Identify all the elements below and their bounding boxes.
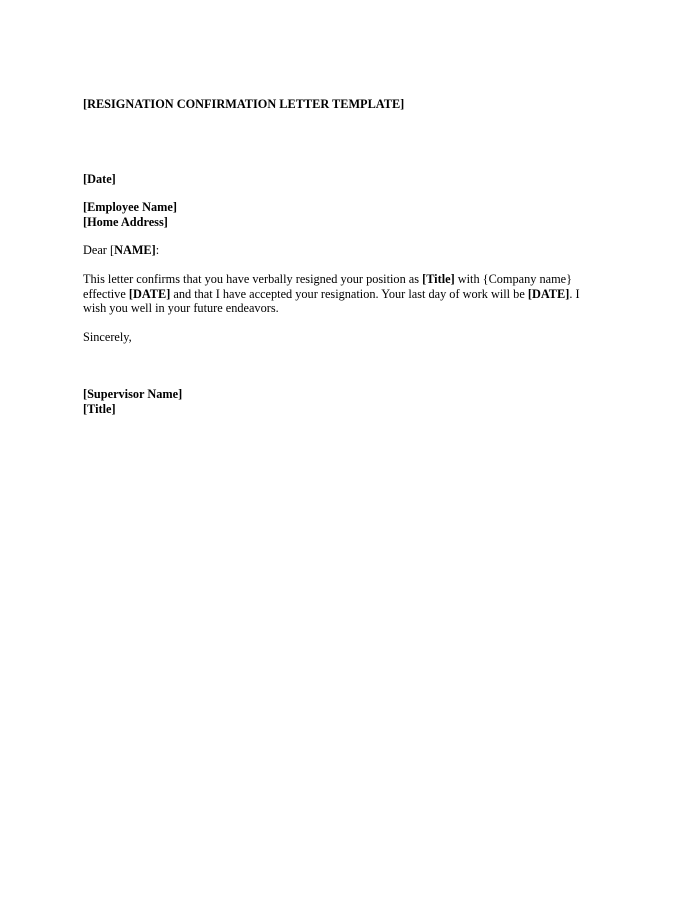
recipient-block [83,200,623,229]
last-day-placeholder: [DATE] [527,286,570,301]
body-line-1 [83,272,623,287]
closing: Sincerely, [83,329,132,344]
body-text: . I [569,286,580,301]
supervisor-title-placeholder: [Title] [83,401,116,416]
title-placeholder: [Title] [422,271,455,286]
home-address-placeholder: [Home Address] [83,214,168,229]
date-placeholder: [Date] [83,171,116,186]
effective-date-placeholder: [DATE] [128,286,171,301]
supervisor-name-placeholder: [Supervisor Name] [83,387,183,402]
signature-block [83,387,623,416]
salutation-name: NAME] [114,243,156,258]
salutation-prefix: Dear [ [83,243,115,258]
body-text: with {Company name} [454,271,573,286]
letter-body [83,94,623,417]
letter-heading: [RESIGNATION CONFIRMATION LETTER TEMPLATE] [83,97,405,111]
body-text: This letter confirms that you have verbally resigned your position as [83,271,423,286]
body-text: and that I have accepted your resignation. Your last day of work will be [170,286,528,301]
salutation [83,243,623,258]
salutation-suffix: : [155,243,160,258]
employee-name-placeholder: [Employee Name] [83,200,177,215]
body-paragraph [83,272,623,316]
body-line-3: wish you well in your future endeavors. [83,301,279,316]
body-text: effective [83,286,129,301]
body-line-2 [83,287,623,302]
